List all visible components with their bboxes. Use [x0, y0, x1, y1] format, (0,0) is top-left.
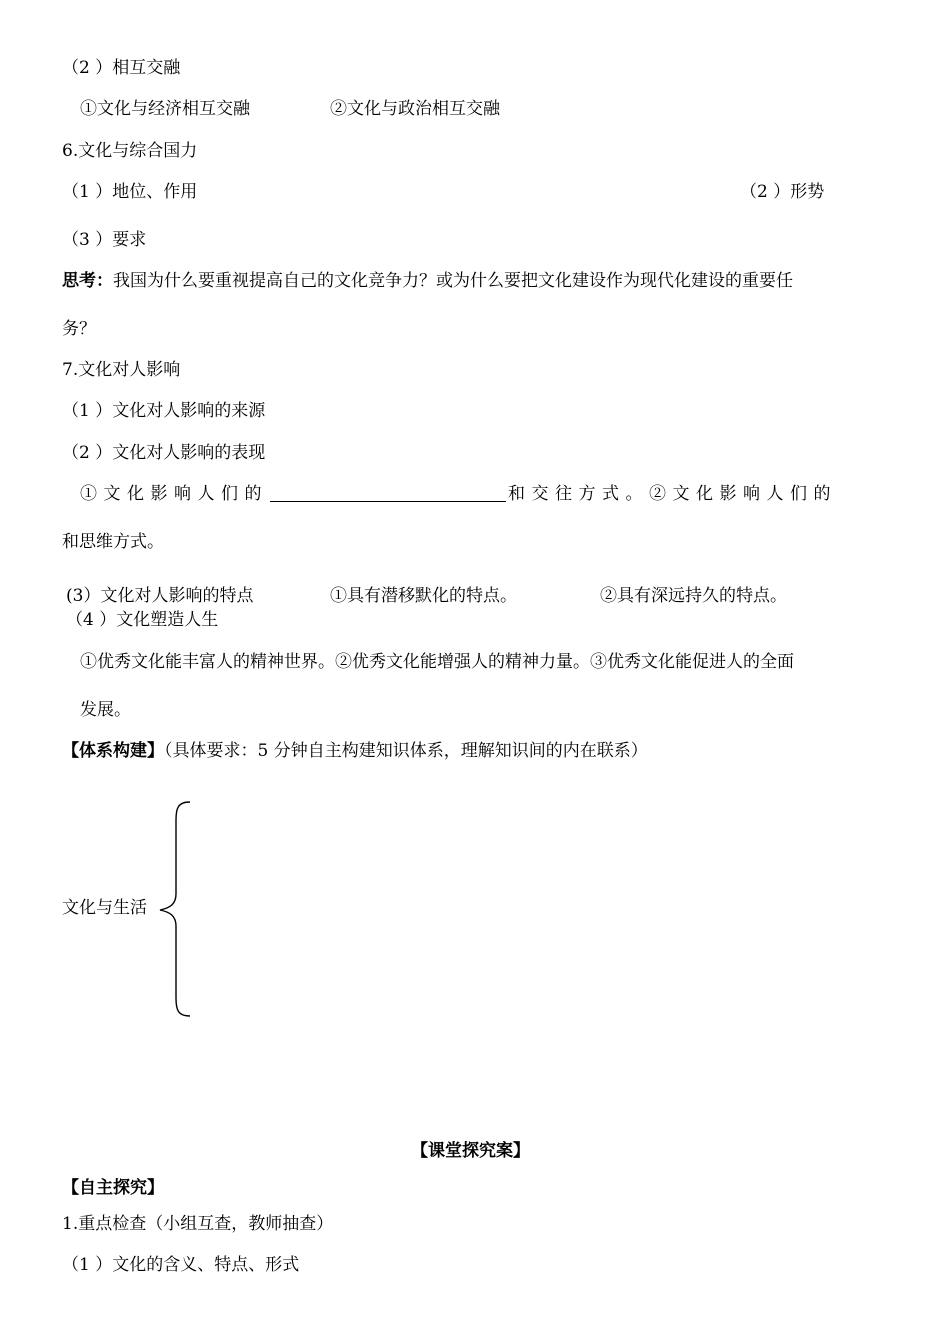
class-heading: 【课堂探究案】	[411, 1141, 530, 1161]
think-text-1: 我国为什么要重视提高自己的文化竞争力？或为什么要把文化建设作为现代化建设的重要任	[113, 271, 793, 291]
think-text-2: 务？	[62, 319, 96, 339]
diagram-root: 文化与生活	[62, 898, 147, 918]
sec7-4-text-2: 发展。	[80, 700, 131, 720]
sec7-3-item-2: ②具有深远持久的特点。	[600, 586, 787, 606]
sec7-2-a2: 和交往方式。②文化影响人们的	[508, 484, 837, 504]
sec7-2-fill-line	[80, 483, 837, 505]
system-label: 【体系构建】	[62, 741, 164, 761]
sec7-1: （1 ）文化对人影响的来源	[62, 401, 266, 421]
sec6-3: （3 ）要求	[62, 230, 147, 250]
curly-brace-icon	[156, 800, 196, 1020]
sec5-2-item-1: ①文化与经济相互交融	[80, 99, 250, 119]
sec5-2-item-2: ②文化与政治相互交融	[330, 99, 500, 119]
sec7-4-title: （4 ）文化塑造人生	[66, 610, 219, 630]
sec6-title: 6.文化与综合国力	[62, 141, 198, 161]
sec7-2-a1: ①文化影响人们的	[80, 484, 268, 504]
system-build-line	[62, 740, 648, 762]
sec7-3-item-1: ①具有潜移默化的特点。	[330, 586, 517, 606]
item-1-1: （1 ）文化的含义、特点、形式	[62, 1255, 300, 1275]
sec5-2-title: （2 ）相互交融	[62, 58, 181, 78]
answer-blank[interactable]	[270, 484, 506, 502]
item-1: 1.重点检查（小组互查，教师抽查）	[62, 1214, 334, 1234]
sec7-2: （2 ）文化对人影响的表现	[62, 443, 266, 463]
self-explore-heading: 【自主探究】	[62, 1178, 164, 1198]
sec6-1: （1 ）地位、作用	[62, 182, 198, 202]
sec6-2: （2 ）形势	[740, 182, 825, 202]
sec7-3-title: (3）文化对人影响的特点	[66, 586, 254, 606]
sec7-title: 7.文化对人影响	[62, 360, 181, 380]
sec7-2-b: 和思维方式。	[62, 532, 164, 552]
think-paragraph	[62, 270, 793, 292]
system-req: （具体要求：5 分钟自主构建知识体系，理解知识间的内在联系）	[164, 741, 648, 761]
think-label: 思考：	[62, 271, 113, 291]
sec7-4-text-1: ①优秀文化能丰富人的精神世界。②优秀文化能增强人的精神力量。③优秀文化能促进人的全面	[80, 652, 794, 672]
